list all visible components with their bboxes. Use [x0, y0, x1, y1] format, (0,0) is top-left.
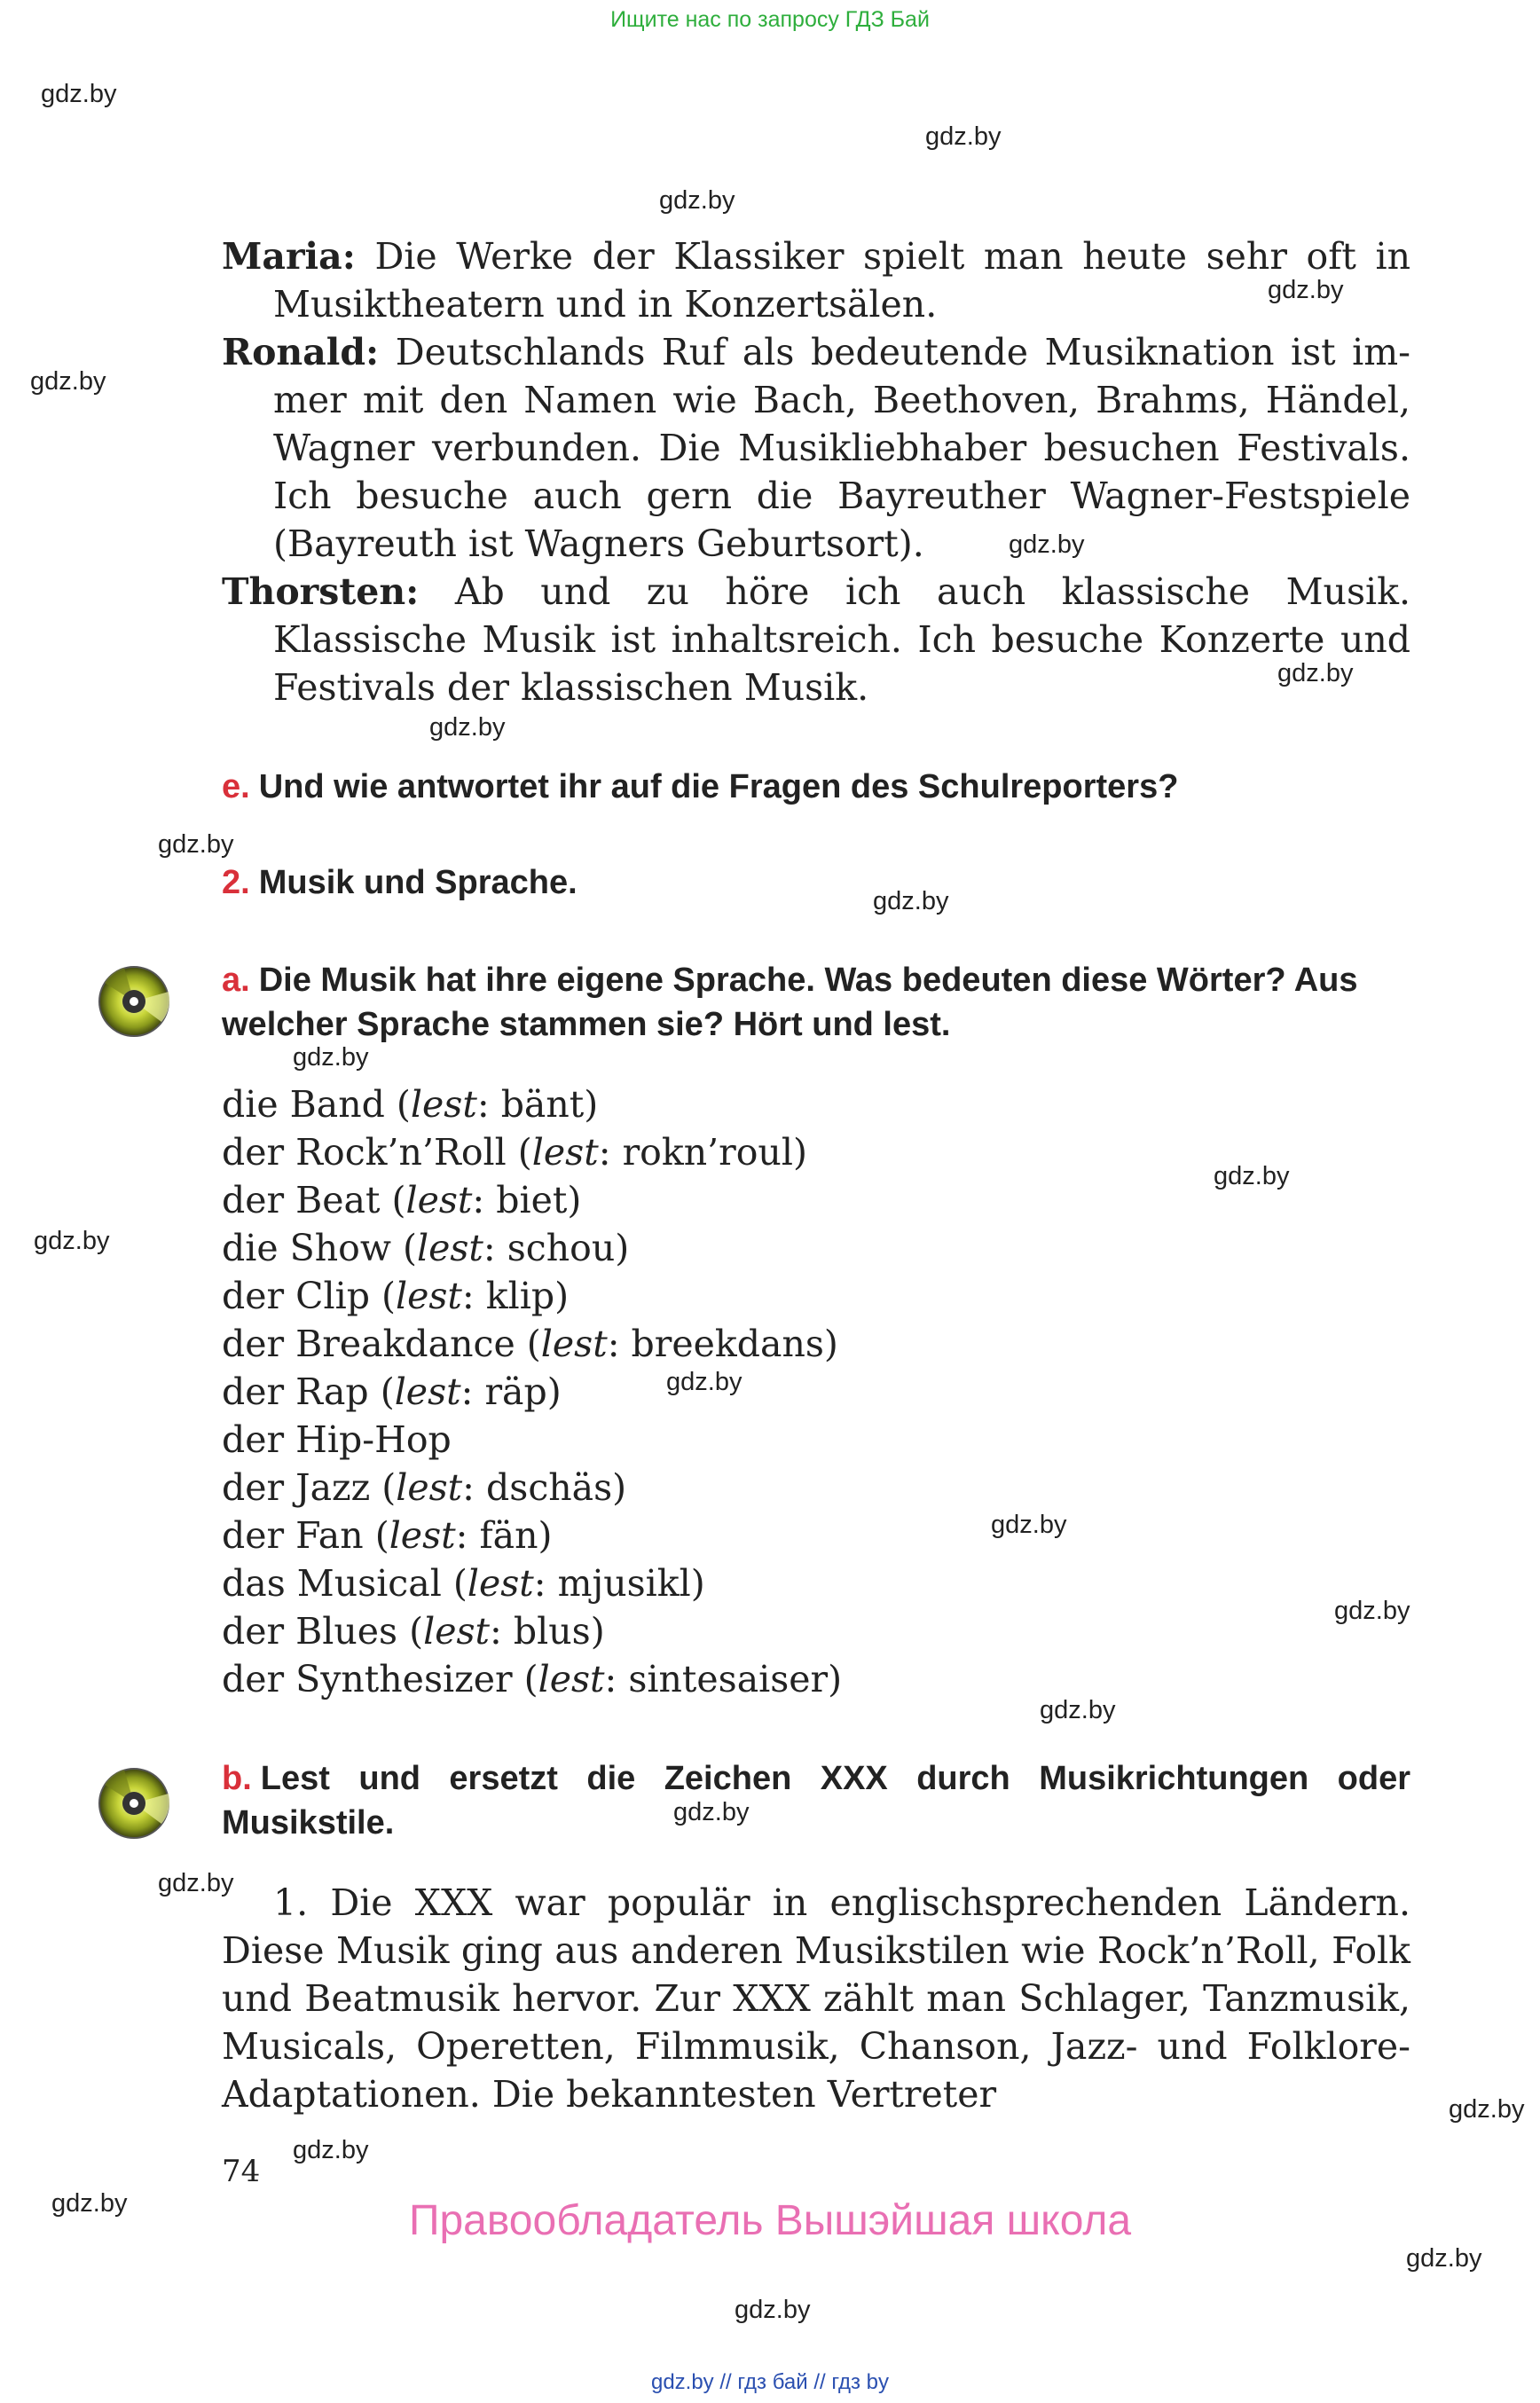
- word-pronunciation: fän: [479, 1514, 538, 1557]
- list-item: der Blues (lest: blus): [222, 1610, 605, 1653]
- watermark: gdz.by: [41, 80, 117, 108]
- word-pronunciation: breekdans: [631, 1323, 824, 1365]
- watermark: gdz.by: [1406, 2244, 1482, 2273]
- watermark: gdz.by: [673, 1798, 750, 1826]
- watermark: gdz.by: [429, 713, 506, 742]
- watermark: gdz.by: [1277, 659, 1354, 687]
- word-term: der Jazz: [222, 1466, 371, 1509]
- page-number: 74: [222, 2154, 261, 2189]
- list-item: der Synthesizer (lest: sintesaiser): [222, 1658, 843, 1700]
- task-b: [222, 1756, 1410, 1845]
- list-item: der Breakdance (lest: breekdans): [222, 1323, 838, 1365]
- word-pronunciation: sintesaiser: [628, 1658, 829, 1700]
- word-lest: lest: [538, 1658, 605, 1700]
- audio-cd-icon[interactable]: [98, 965, 170, 1038]
- word-lest: lest: [405, 1179, 473, 1221]
- task-text: Lest und ersetzt die Zeichen XXX durch Musikrichtungen oder Musikstile.: [222, 1760, 1410, 1842]
- word-term: der Rap: [222, 1370, 369, 1413]
- watermark: gdz.by: [735, 2296, 811, 2324]
- word-term: das Musical: [222, 1562, 442, 1605]
- watermark: gdz.by: [666, 1368, 742, 1396]
- word-lest: lest: [394, 1370, 461, 1413]
- speaker-text: Ab und zu höre ich auch klassische Musik. Klassische Musik ist inhaltsreich. Ich besuche Konzerte und Festivals der klassischen Musik.: [273, 570, 1410, 709]
- speaker-text: Die Werke der Klassiker spielt man heute sehr oft in Musiktheatern und in Konzertsälen.: [273, 235, 1410, 326]
- watermark: gdz.by: [1268, 276, 1344, 304]
- dialogue-thorsten: [222, 568, 1410, 711]
- watermark: gdz.by: [293, 2136, 369, 2164]
- word-term: der Fan: [222, 1514, 364, 1557]
- word-lest: lest: [416, 1227, 483, 1269]
- watermark: gdz.by: [34, 1227, 110, 1255]
- task-text: Die Musik hat ihre eigene Sprache. Was bedeuten diese Wörter? Aus welcher Sprache stammen sie? Hört und lest.: [222, 962, 1358, 1043]
- word-term: der Clip: [222, 1275, 370, 1317]
- watermark: gdz.by: [659, 186, 735, 215]
- list-item: [222, 1416, 842, 1464]
- reading-text: 1. Die XXX war populär in englischsprechenden Ländern. Diese Musik ging aus anderen Musikstilen wie Rock’n’Roll, Folk und Beatmusik hervor. Zur XXX zählt man Schlager, Tanzmusik, Musicals, Operetten, Filmmusik, Chanson, Jazz- und Folklore-Adaptationen. Die bekanntesten Vertreter: [222, 1881, 1410, 2116]
- word-pronunciation: rokn’roul: [622, 1131, 793, 1174]
- task-label: a.: [222, 962, 250, 999]
- word-lest: lest: [396, 1466, 463, 1509]
- watermark: gdz.by: [1214, 1162, 1290, 1190]
- word-term: die Show: [222, 1227, 391, 1269]
- word-pronunciation: biet: [496, 1179, 568, 1221]
- watermark: gdz.by: [873, 887, 949, 915]
- speaker-name: Maria:: [222, 235, 356, 278]
- word-lest: lest: [540, 1323, 608, 1365]
- word-pronunciation: räp: [484, 1370, 547, 1413]
- speaker-name: Ronald:: [222, 331, 380, 373]
- list-item: der Clip (lest: klip): [222, 1275, 570, 1317]
- watermark: gdz.by: [1449, 2095, 1525, 2124]
- list-item: die Band (lest: bänt): [222, 1083, 599, 1126]
- watermark: gdz.by: [158, 1869, 234, 1897]
- task-e: [222, 765, 1410, 809]
- task-text: Und wie antwortet ihr auf die Fragen des Schulreporters?: [258, 768, 1179, 805]
- word-term: der Hip-Hop: [222, 1418, 452, 1461]
- watermark: gdz.by: [1334, 1597, 1410, 1625]
- word-term: der Beat: [222, 1179, 381, 1221]
- list-item: der Jazz (lest: dschäs): [222, 1466, 627, 1509]
- word-lest: lest: [467, 1562, 534, 1605]
- word-list: [222, 1080, 842, 1703]
- watermark: gdz.by: [293, 1043, 369, 1072]
- word-lest: lest: [423, 1610, 491, 1653]
- task-a: [222, 958, 1410, 1047]
- task-text: Musik und Sprache.: [258, 864, 578, 901]
- watermark: gdz.by: [30, 367, 106, 396]
- word-lest: lest: [389, 1514, 456, 1557]
- task-label: b.: [222, 1760, 252, 1797]
- audio-cd-icon[interactable]: [98, 1767, 170, 1840]
- word-lest: lest: [396, 1275, 462, 1317]
- reading-text-1: [222, 1879, 1410, 2118]
- word-pronunciation: mjusikl: [557, 1562, 691, 1605]
- list-item: der Fan (lest: fän): [222, 1514, 553, 1557]
- watermark: gdz.by: [991, 1511, 1067, 1539]
- list-item: das Musical (lest: mjusikl): [222, 1562, 705, 1605]
- dialogue: [222, 232, 1410, 711]
- dialogue-maria: [222, 232, 1410, 328]
- word-lest: lest: [531, 1131, 599, 1174]
- word-pronunciation: blus: [513, 1610, 591, 1653]
- list-item: der Rock’n’Roll (lest: rokn’roul): [222, 1131, 807, 1174]
- copyright-owner: Правообладатель Вышэйшая школа: [408, 2197, 1132, 2244]
- watermark: gdz.by: [158, 830, 234, 859]
- word-pronunciation: bänt: [500, 1083, 585, 1126]
- word-pronunciation: schou: [507, 1227, 616, 1269]
- list-item: die Show (lest: schou): [222, 1227, 630, 1269]
- dialogue-ronald: [222, 328, 1410, 568]
- footer-links[interactable]: gdz.by // гдз бай // гдз by: [650, 2370, 890, 2394]
- watermark: gdz.by: [1009, 530, 1085, 559]
- task-label: e.: [222, 768, 250, 805]
- list-item: der Rap (lest: räp): [222, 1370, 562, 1413]
- top-banner: Ищите нас по запросу ГДЗ Бай: [610, 7, 930, 32]
- watermark: gdz.by: [1040, 1696, 1116, 1724]
- watermark: gdz.by: [925, 122, 1002, 151]
- speaker-name: Thorsten:: [222, 570, 420, 613]
- list-item: der Beat (lest: biet): [222, 1179, 582, 1221]
- word-term: die Band: [222, 1083, 385, 1126]
- word-term: der Rock’n’Roll: [222, 1131, 507, 1174]
- word-term: der Synthesizer: [222, 1658, 513, 1700]
- word-pronunciation: klip: [485, 1275, 555, 1317]
- word-pronunciation: dschäs: [486, 1466, 613, 1509]
- watermark: gdz.by: [51, 2189, 128, 2218]
- task-label: 2.: [222, 864, 250, 901]
- word-term: der Breakdance: [222, 1323, 515, 1365]
- word-term: der Blues: [222, 1610, 398, 1653]
- speaker-text: Deutschlands Ruf als bedeutende Musiknation ist im-mer mit den Namen wie Bach, Beethoven, Brahms, Händel, Wagner verbunden. Die Musikliebhaber besuchen Festivals. Ich besuche auch gern die Bayreuther Wagner-Festspiele (Bayreuth ist Wagners Geburtsort).: [273, 331, 1410, 565]
- word-lest: lest: [410, 1083, 477, 1126]
- task-2: [222, 860, 1410, 905]
